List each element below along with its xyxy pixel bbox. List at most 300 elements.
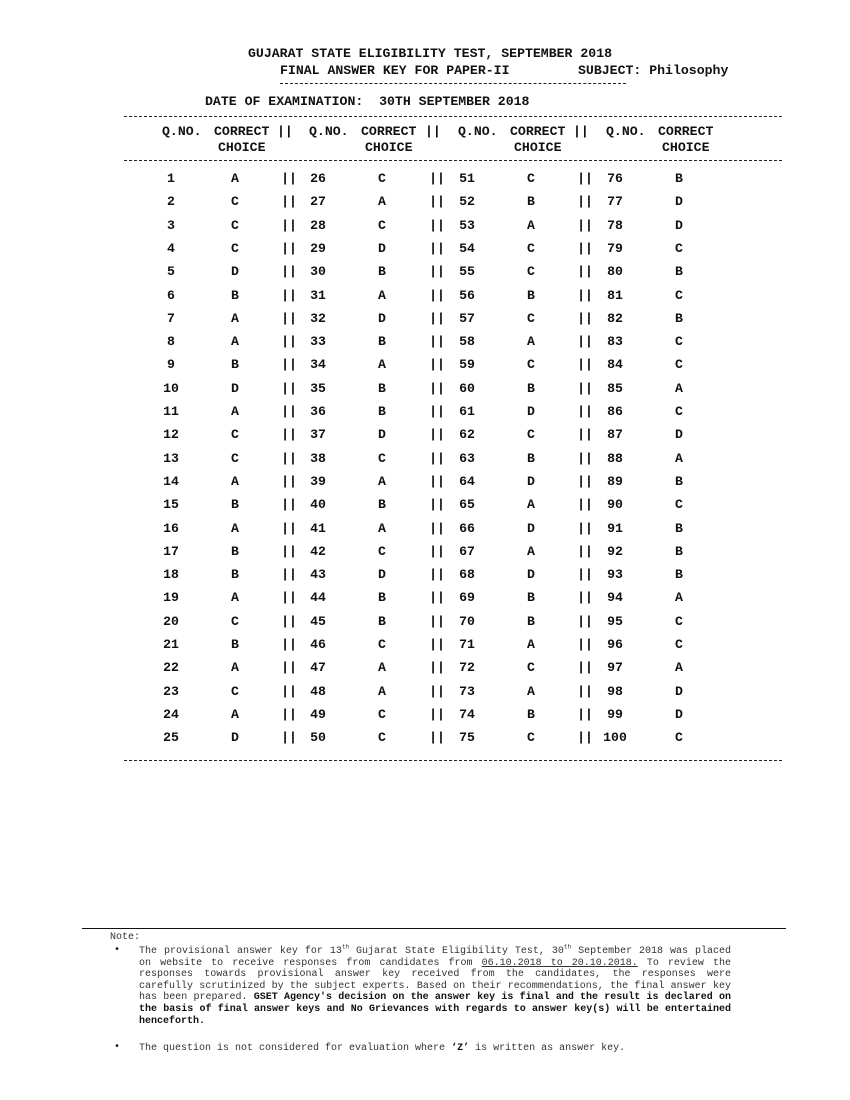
question-number: 58 bbox=[459, 334, 475, 349]
question-number: 82 bbox=[607, 311, 623, 326]
correct-choice: A bbox=[527, 684, 535, 699]
correct-choice: B bbox=[675, 567, 683, 582]
question-number: 13 bbox=[163, 451, 179, 466]
correct-choice: A bbox=[675, 590, 683, 605]
correct-choice: D bbox=[378, 567, 386, 582]
correct-choice: B bbox=[378, 614, 386, 629]
correct-choice: B bbox=[231, 288, 239, 303]
qno-header: Q.NO. bbox=[309, 124, 349, 139]
column-separator: || bbox=[577, 567, 593, 582]
question-number: 14 bbox=[163, 474, 179, 489]
correct-choice: D bbox=[527, 521, 535, 536]
question-number: 76 bbox=[607, 171, 623, 186]
correct-choice: B bbox=[378, 404, 386, 419]
correct-choice: B bbox=[231, 637, 239, 652]
question-number: 18 bbox=[163, 567, 179, 582]
column-separator: || bbox=[281, 357, 297, 372]
correct-choice: D bbox=[675, 427, 683, 442]
question-number: 37 bbox=[310, 427, 326, 442]
question-number: 17 bbox=[163, 544, 179, 559]
correct-choice: C bbox=[378, 637, 386, 652]
question-number: 26 bbox=[310, 171, 326, 186]
question-number: 54 bbox=[459, 241, 475, 256]
correct-choice: C bbox=[675, 497, 683, 512]
correct-choice: A bbox=[527, 334, 535, 349]
correct-choice: A bbox=[378, 194, 386, 209]
question-number: 1 bbox=[167, 171, 175, 186]
column-separator: || bbox=[429, 474, 445, 489]
correct-header: CORRECT bbox=[658, 124, 714, 139]
correct-choice: D bbox=[675, 218, 683, 233]
column-separator: || bbox=[429, 707, 445, 722]
correct-choice: C bbox=[231, 241, 239, 256]
question-number: 55 bbox=[459, 264, 475, 279]
column-separator: || bbox=[281, 427, 297, 442]
question-number: 46 bbox=[310, 637, 326, 652]
correct-choice: C bbox=[378, 171, 386, 186]
correct-choice: C bbox=[527, 730, 535, 745]
column-separator: || bbox=[281, 684, 297, 699]
question-number: 48 bbox=[310, 684, 326, 699]
column-separator: || bbox=[577, 660, 593, 675]
question-number: 39 bbox=[310, 474, 326, 489]
question-number: 92 bbox=[607, 544, 623, 559]
column-separator: || bbox=[281, 241, 297, 256]
question-number: 86 bbox=[607, 404, 623, 419]
correct-choice: B bbox=[527, 707, 535, 722]
question-number: 83 bbox=[607, 334, 623, 349]
column-separator: || bbox=[277, 124, 293, 139]
correct-header: CORRECT bbox=[214, 124, 270, 139]
question-number: 75 bbox=[459, 730, 475, 745]
correct-choice: C bbox=[527, 660, 535, 675]
correct-choice: C bbox=[378, 707, 386, 722]
question-number: 45 bbox=[310, 614, 326, 629]
question-number: 73 bbox=[459, 684, 475, 699]
correct-choice: C bbox=[527, 311, 535, 326]
column-separator: || bbox=[281, 264, 297, 279]
column-separator: || bbox=[429, 451, 445, 466]
question-number: 65 bbox=[459, 497, 475, 512]
question-number: 95 bbox=[607, 614, 623, 629]
correct-choice: A bbox=[527, 497, 535, 512]
column-separator: || bbox=[281, 218, 297, 233]
question-number: 28 bbox=[310, 218, 326, 233]
correct-choice: C bbox=[675, 288, 683, 303]
question-number: 62 bbox=[459, 427, 475, 442]
question-number: 12 bbox=[163, 427, 179, 442]
question-number: 24 bbox=[163, 707, 179, 722]
final-decision-statement: GSET Agency's decision on the answer key is final and the result is declared on the basis of final answer keys and No Grievances with regards to answer key(s) will be entertained henceforth. bbox=[139, 992, 731, 1027]
correct-choice: B bbox=[675, 171, 683, 186]
column-separator: || bbox=[577, 171, 593, 186]
column-separator: || bbox=[281, 567, 297, 582]
column-separator: || bbox=[577, 311, 593, 326]
question-number: 20 bbox=[163, 614, 179, 629]
question-number: 60 bbox=[459, 381, 475, 396]
correct-choice: C bbox=[527, 427, 535, 442]
correct-choice: D bbox=[231, 264, 239, 279]
question-number: 31 bbox=[310, 288, 326, 303]
column-separator: || bbox=[425, 124, 441, 139]
column-separator: || bbox=[281, 730, 297, 745]
qno-header: Q.NO. bbox=[458, 124, 498, 139]
correct-choice: A bbox=[527, 218, 535, 233]
question-number: 5 bbox=[167, 264, 175, 279]
column-separator: || bbox=[577, 707, 593, 722]
correct-choice: C bbox=[675, 730, 683, 745]
column-separator: || bbox=[281, 311, 297, 326]
column-separator: || bbox=[281, 614, 297, 629]
column-separator: || bbox=[577, 218, 593, 233]
question-number: 74 bbox=[459, 707, 475, 722]
column-separator: || bbox=[281, 288, 297, 303]
correct-choice: C bbox=[231, 427, 239, 442]
correct-choice: A bbox=[378, 357, 386, 372]
column-separator: || bbox=[429, 684, 445, 699]
correct-choice: C bbox=[378, 451, 386, 466]
correct-choice: D bbox=[378, 311, 386, 326]
column-separator: || bbox=[281, 381, 297, 396]
question-number: 2 bbox=[167, 194, 175, 209]
column-separator: || bbox=[281, 474, 297, 489]
correct-choice: B bbox=[378, 264, 386, 279]
correct-choice: B bbox=[527, 288, 535, 303]
note-paragraph-provisional: The provisional answer key for 13th Gujarat State Eligibility Test, 30th September 2018 was placed on website to receive responses from candidates from 06.10.2018 to 20.10.2018. To review the responses towards provisional answer key received from the candidates, the responses were carefully scrutinized by the subject experts. Based on their recommendations, the final answer key has been prepared. GSET Agency's decision on the answer key is final and the result is declared on the basis of final answer keys and No Grievances with regards to answer key(s) will be entertained henceforth. bbox=[139, 943, 732, 1027]
column-separator: || bbox=[577, 590, 593, 605]
question-number: 99 bbox=[607, 707, 623, 722]
correct-choice: D bbox=[378, 241, 386, 256]
correct-choice: B bbox=[527, 451, 535, 466]
correct-choice: A bbox=[527, 637, 535, 652]
qno-header: Q.NO. bbox=[606, 124, 646, 139]
column-separator: || bbox=[573, 124, 589, 139]
column-separator: || bbox=[577, 497, 593, 512]
question-number: 15 bbox=[163, 497, 179, 512]
correct-choice: D bbox=[675, 194, 683, 209]
question-number: 6 bbox=[167, 288, 175, 303]
correct-choice: B bbox=[378, 590, 386, 605]
column-separator: || bbox=[429, 241, 445, 256]
column-separator: || bbox=[577, 334, 593, 349]
column-separator: || bbox=[429, 427, 445, 442]
correct-choice: A bbox=[378, 474, 386, 489]
table-header-rule bbox=[124, 160, 782, 161]
column-separator: || bbox=[281, 171, 297, 186]
question-number: 11 bbox=[163, 404, 179, 419]
correct-choice: D bbox=[675, 684, 683, 699]
question-number: 100 bbox=[603, 730, 627, 745]
column-separator: || bbox=[577, 381, 593, 396]
question-number: 41 bbox=[310, 521, 326, 536]
question-number: 97 bbox=[607, 660, 623, 675]
question-number: 27 bbox=[310, 194, 326, 209]
question-number: 25 bbox=[163, 730, 179, 745]
correct-choice: D bbox=[231, 381, 239, 396]
column-separator: || bbox=[429, 544, 445, 559]
question-number: 10 bbox=[163, 381, 179, 396]
note-label: Note: bbox=[110, 932, 141, 943]
correct-choice: C bbox=[231, 194, 239, 209]
correct-choice: C bbox=[675, 334, 683, 349]
question-number: 80 bbox=[607, 264, 623, 279]
question-number: 32 bbox=[310, 311, 326, 326]
note-bullet: • bbox=[114, 945, 121, 956]
correct-choice: A bbox=[675, 381, 683, 396]
question-number: 57 bbox=[459, 311, 475, 326]
correct-choice: C bbox=[675, 357, 683, 372]
column-separator: || bbox=[281, 451, 297, 466]
question-number: 70 bbox=[459, 614, 475, 629]
question-number: 78 bbox=[607, 218, 623, 233]
correct-choice: C bbox=[675, 614, 683, 629]
question-number: 81 bbox=[607, 288, 623, 303]
column-separator: || bbox=[281, 497, 297, 512]
correct-choice: C bbox=[527, 357, 535, 372]
correct-choice: A bbox=[231, 171, 239, 186]
table-bottom-rule bbox=[124, 760, 782, 761]
correct-choice: B bbox=[231, 567, 239, 582]
correct-choice: C bbox=[378, 544, 386, 559]
correct-choice: C bbox=[231, 614, 239, 629]
column-separator: || bbox=[429, 730, 445, 745]
column-separator: || bbox=[429, 357, 445, 372]
correct-choice: A bbox=[231, 521, 239, 536]
question-number: 66 bbox=[459, 521, 475, 536]
question-number: 59 bbox=[459, 357, 475, 372]
correct-choice: B bbox=[231, 357, 239, 372]
question-number: 29 bbox=[310, 241, 326, 256]
correct-choice: A bbox=[231, 707, 239, 722]
column-separator: || bbox=[429, 660, 445, 675]
column-separator: || bbox=[429, 264, 445, 279]
correct-choice: D bbox=[527, 474, 535, 489]
question-number: 34 bbox=[310, 357, 326, 372]
column-separator: || bbox=[429, 497, 445, 512]
column-separator: || bbox=[577, 404, 593, 419]
column-separator: || bbox=[281, 521, 297, 536]
correct-choice: B bbox=[231, 544, 239, 559]
subject-label: SUBJECT: Philosophy bbox=[578, 63, 729, 78]
correct-choice: A bbox=[231, 660, 239, 675]
column-separator: || bbox=[429, 637, 445, 652]
column-separator: || bbox=[429, 614, 445, 629]
question-number: 91 bbox=[607, 521, 623, 536]
column-separator: || bbox=[281, 404, 297, 419]
correct-choice: D bbox=[527, 567, 535, 582]
correct-choice: C bbox=[675, 404, 683, 419]
exam-title: GUJARAT STATE ELIGIBILITY TEST, SEPTEMBER 2018 bbox=[248, 46, 613, 61]
column-separator: || bbox=[577, 637, 593, 652]
column-separator: || bbox=[577, 544, 593, 559]
response-window-dates: 06.10.2018 to 20.10.2018. bbox=[481, 957, 638, 969]
correct-choice: A bbox=[378, 660, 386, 675]
question-number: 85 bbox=[607, 381, 623, 396]
correct-choice: A bbox=[675, 451, 683, 466]
question-number: 19 bbox=[163, 590, 179, 605]
column-separator: || bbox=[429, 311, 445, 326]
question-number: 56 bbox=[459, 288, 475, 303]
question-number: 21 bbox=[163, 637, 179, 652]
correct-choice: A bbox=[378, 521, 386, 536]
question-number: 64 bbox=[459, 474, 475, 489]
column-separator: || bbox=[429, 521, 445, 536]
note-bullet: • bbox=[114, 1042, 121, 1053]
correct-choice: B bbox=[675, 311, 683, 326]
correct-choice: C bbox=[527, 241, 535, 256]
correct-choice: B bbox=[527, 194, 535, 209]
question-number: 87 bbox=[607, 427, 623, 442]
choice-header: CHOICE bbox=[218, 140, 266, 155]
column-separator: || bbox=[577, 427, 593, 442]
correct-choice: B bbox=[675, 544, 683, 559]
table-top-rule bbox=[124, 116, 782, 117]
correct-choice: B bbox=[378, 497, 386, 512]
correct-choice: B bbox=[231, 497, 239, 512]
correct-choice: C bbox=[378, 218, 386, 233]
correct-choice: C bbox=[231, 451, 239, 466]
column-separator: || bbox=[429, 171, 445, 186]
question-number: 71 bbox=[459, 637, 475, 652]
question-number: 61 bbox=[459, 404, 475, 419]
question-number: 36 bbox=[310, 404, 326, 419]
correct-choice: B bbox=[675, 521, 683, 536]
question-number: 68 bbox=[459, 567, 475, 582]
footer-rule bbox=[82, 928, 786, 929]
column-separator: || bbox=[281, 707, 297, 722]
question-number: 98 bbox=[607, 684, 623, 699]
question-number: 50 bbox=[310, 730, 326, 745]
question-number: 8 bbox=[167, 334, 175, 349]
correct-choice: B bbox=[527, 381, 535, 396]
question-number: 49 bbox=[310, 707, 326, 722]
column-separator: || bbox=[429, 334, 445, 349]
correct-header: CORRECT bbox=[510, 124, 566, 139]
correct-choice: C bbox=[231, 218, 239, 233]
correct-choice: A bbox=[675, 660, 683, 675]
question-number: 89 bbox=[607, 474, 623, 489]
correct-choice: B bbox=[378, 381, 386, 396]
column-separator: || bbox=[281, 194, 297, 209]
question-number: 93 bbox=[607, 567, 623, 582]
correct-choice: A bbox=[527, 544, 535, 559]
question-number: 52 bbox=[459, 194, 475, 209]
question-number: 4 bbox=[167, 241, 175, 256]
qno-header: Q.NO. bbox=[162, 124, 202, 139]
column-separator: || bbox=[429, 381, 445, 396]
question-number: 9 bbox=[167, 357, 175, 372]
column-separator: || bbox=[577, 264, 593, 279]
correct-choice: C bbox=[675, 241, 683, 256]
correct-choice: C bbox=[527, 264, 535, 279]
column-separator: || bbox=[429, 288, 445, 303]
column-separator: || bbox=[281, 334, 297, 349]
correct-choice: A bbox=[378, 288, 386, 303]
column-separator: || bbox=[577, 474, 593, 489]
question-number: 33 bbox=[310, 334, 326, 349]
question-number: 7 bbox=[167, 311, 175, 326]
column-separator: || bbox=[281, 544, 297, 559]
question-number: 88 bbox=[607, 451, 623, 466]
correct-choice: B bbox=[378, 334, 386, 349]
correct-choice: D bbox=[231, 730, 239, 745]
column-separator: || bbox=[429, 567, 445, 582]
column-separator: || bbox=[577, 521, 593, 536]
question-number: 94 bbox=[607, 590, 623, 605]
correct-choice: D bbox=[527, 404, 535, 419]
column-separator: || bbox=[577, 357, 593, 372]
column-separator: || bbox=[429, 218, 445, 233]
correct-choice: C bbox=[378, 730, 386, 745]
question-number: 96 bbox=[607, 637, 623, 652]
column-separator: || bbox=[281, 660, 297, 675]
correct-choice: B bbox=[527, 590, 535, 605]
column-separator: || bbox=[577, 451, 593, 466]
choice-header: CHOICE bbox=[514, 140, 562, 155]
correct-choice: A bbox=[231, 590, 239, 605]
exam-date: DATE OF EXAMINATION: 30TH SEPTEMBER 2018 bbox=[205, 94, 530, 109]
question-number: 77 bbox=[607, 194, 623, 209]
column-separator: || bbox=[429, 404, 445, 419]
question-number: 22 bbox=[163, 660, 179, 675]
choice-header: CHOICE bbox=[662, 140, 710, 155]
correct-choice: A bbox=[231, 311, 239, 326]
question-number: 67 bbox=[459, 544, 475, 559]
question-number: 35 bbox=[310, 381, 326, 396]
column-separator: || bbox=[577, 684, 593, 699]
column-separator: || bbox=[577, 288, 593, 303]
question-number: 79 bbox=[607, 241, 623, 256]
correct-choice: A bbox=[231, 334, 239, 349]
correct-choice: B bbox=[527, 614, 535, 629]
correct-choice: B bbox=[675, 474, 683, 489]
correct-choice: B bbox=[675, 264, 683, 279]
correct-choice: A bbox=[231, 474, 239, 489]
question-number: 44 bbox=[310, 590, 326, 605]
question-number: 3 bbox=[167, 218, 175, 233]
question-number: 84 bbox=[607, 357, 623, 372]
column-separator: || bbox=[281, 637, 297, 652]
correct-choice: C bbox=[675, 637, 683, 652]
column-separator: || bbox=[577, 194, 593, 209]
question-number: 23 bbox=[163, 684, 179, 699]
correct-choice: C bbox=[231, 684, 239, 699]
question-number: 51 bbox=[459, 171, 475, 186]
column-separator: || bbox=[281, 590, 297, 605]
question-number: 72 bbox=[459, 660, 475, 675]
correct-choice: A bbox=[231, 404, 239, 419]
question-number: 43 bbox=[310, 567, 326, 582]
correct-choice: D bbox=[378, 427, 386, 442]
correct-choice: A bbox=[378, 684, 386, 699]
question-number: 63 bbox=[459, 451, 475, 466]
note-paragraph-z-key: The question is not considered for evaluation where ‘Z’ is written as answer key. bbox=[139, 1043, 626, 1054]
column-separator: || bbox=[429, 590, 445, 605]
question-number: 47 bbox=[310, 660, 326, 675]
correct-choice: D bbox=[675, 707, 683, 722]
question-number: 90 bbox=[607, 497, 623, 512]
question-number: 30 bbox=[310, 264, 326, 279]
title-underline bbox=[280, 83, 626, 84]
column-separator: || bbox=[577, 730, 593, 745]
column-separator: || bbox=[577, 614, 593, 629]
question-number: 38 bbox=[310, 451, 326, 466]
question-number: 69 bbox=[459, 590, 475, 605]
correct-header: CORRECT bbox=[361, 124, 417, 139]
choice-header: CHOICE bbox=[365, 140, 413, 155]
question-number: 42 bbox=[310, 544, 326, 559]
column-separator: || bbox=[429, 194, 445, 209]
